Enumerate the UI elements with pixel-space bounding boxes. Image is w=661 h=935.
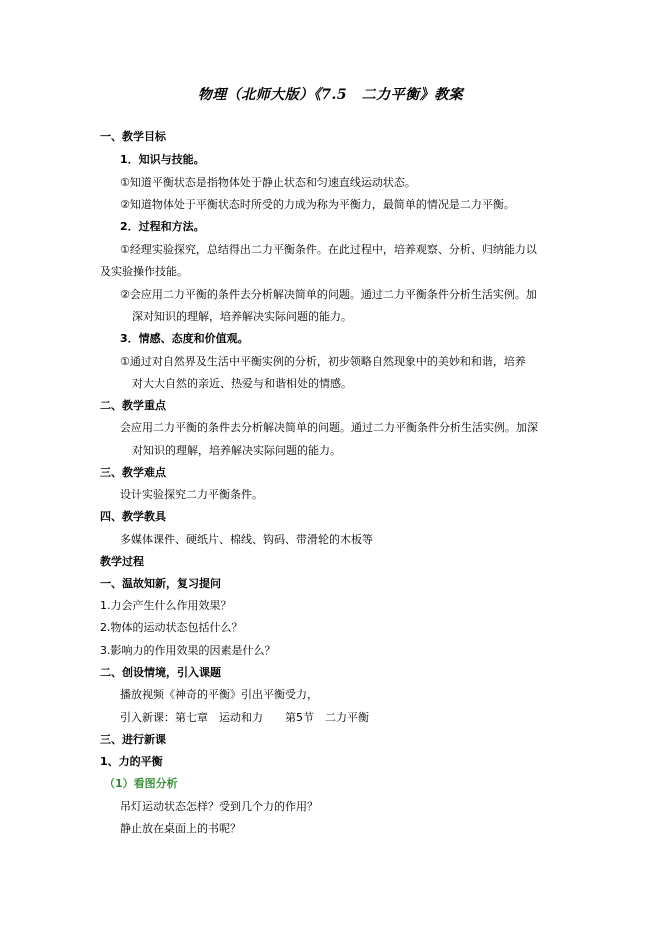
emotion-item-1-line-1: ①通过对自然界及生活中平衡实例的分析，初步领略自然现象中的美妙和和谐，培养 bbox=[120, 355, 526, 368]
intro-heading: 二、创设情境，引入课题 bbox=[100, 666, 221, 679]
key-points-line-2: 对知识的理解，培养解决实际问题的能力。 bbox=[132, 444, 341, 457]
force-balance-heading: 1、力的平衡 bbox=[100, 755, 163, 768]
knowledge-item-2: ②知道物体处于平衡状态时所受的力成为称为平衡力，最简单的情况是二力平衡。 bbox=[120, 198, 515, 211]
subheading-process: 2．过程和方法。 bbox=[120, 220, 205, 233]
process-item-2-line-1: ②会应用二力平衡的条件去分析解决简单的问题。通过二力平衡条件分析生活实例。加 bbox=[120, 288, 537, 301]
picture-analysis-heading: （1）看图分析 bbox=[104, 777, 178, 790]
section-heading-tools: 四、教学教具 bbox=[100, 510, 166, 523]
knowledge-item-1: ①知道平衡状态是指物体处于静止状态和匀速直线运动状态。 bbox=[120, 176, 416, 189]
review-heading: 一、温故知新，复习提问 bbox=[100, 577, 221, 590]
process-item-1-line-1: ①经理实验探究，总结得出二力平衡条件。在此过程中，培养观察、分析、归纳能力以 bbox=[120, 243, 537, 256]
analysis-question-1: 吊灯运动状态怎样？受到几个力的作用？ bbox=[120, 800, 318, 813]
section-heading-difficulty: 三、教学难点 bbox=[100, 466, 166, 479]
intro-line-2: 引入新课：第七章 运动和力 第5节 二力平衡 bbox=[120, 711, 369, 724]
emotion-item-1-line-2: 对大大自然的亲近、热爱与和谐相处的情感。 bbox=[132, 377, 352, 390]
review-question-3: 3.影响力的作用效果的因素是什么？ bbox=[100, 644, 276, 657]
new-lesson-heading: 三、进行新课 bbox=[100, 733, 166, 746]
section-heading-teaching-process: 教学过程 bbox=[100, 555, 144, 568]
subheading-emotion: 3．情感、态度和价值观。 bbox=[120, 332, 249, 345]
key-points-line-1: 会应用二力平衡的条件去分析解决简单的问题。通过二力平衡条件分析生活实例。加深 bbox=[120, 421, 538, 434]
process-item-1-line-2: 及实验操作技能。 bbox=[100, 265, 188, 278]
document-title: 物理（北师大版）《7.5 二力平衡》教案 bbox=[197, 87, 464, 103]
intro-line-1: 播放视频《神奇的平衡》引出平衡受力， bbox=[120, 688, 318, 701]
section-heading-key-points: 二、教学重点 bbox=[100, 399, 166, 412]
review-question-1: 1.力会产生什么作用效果？ bbox=[100, 599, 232, 612]
subheading-knowledge: 1．知识与技能。 bbox=[120, 153, 205, 166]
review-question-2: 2.物体的运动状态包括什么？ bbox=[100, 621, 243, 634]
section-heading-objectives: 一、教学目标 bbox=[100, 130, 166, 143]
analysis-question-2: 静止放在桌面上的书呢？ bbox=[120, 822, 241, 835]
tools-text: 多媒体课件、硬纸片、棉线、钩码、带滑轮的木板等 bbox=[120, 533, 373, 546]
process-item-2-line-2: 深对知识的理解，培养解决实际问题的能力。 bbox=[132, 310, 352, 323]
difficulty-text: 设计实验探究二力平衡条件。 bbox=[120, 488, 263, 501]
